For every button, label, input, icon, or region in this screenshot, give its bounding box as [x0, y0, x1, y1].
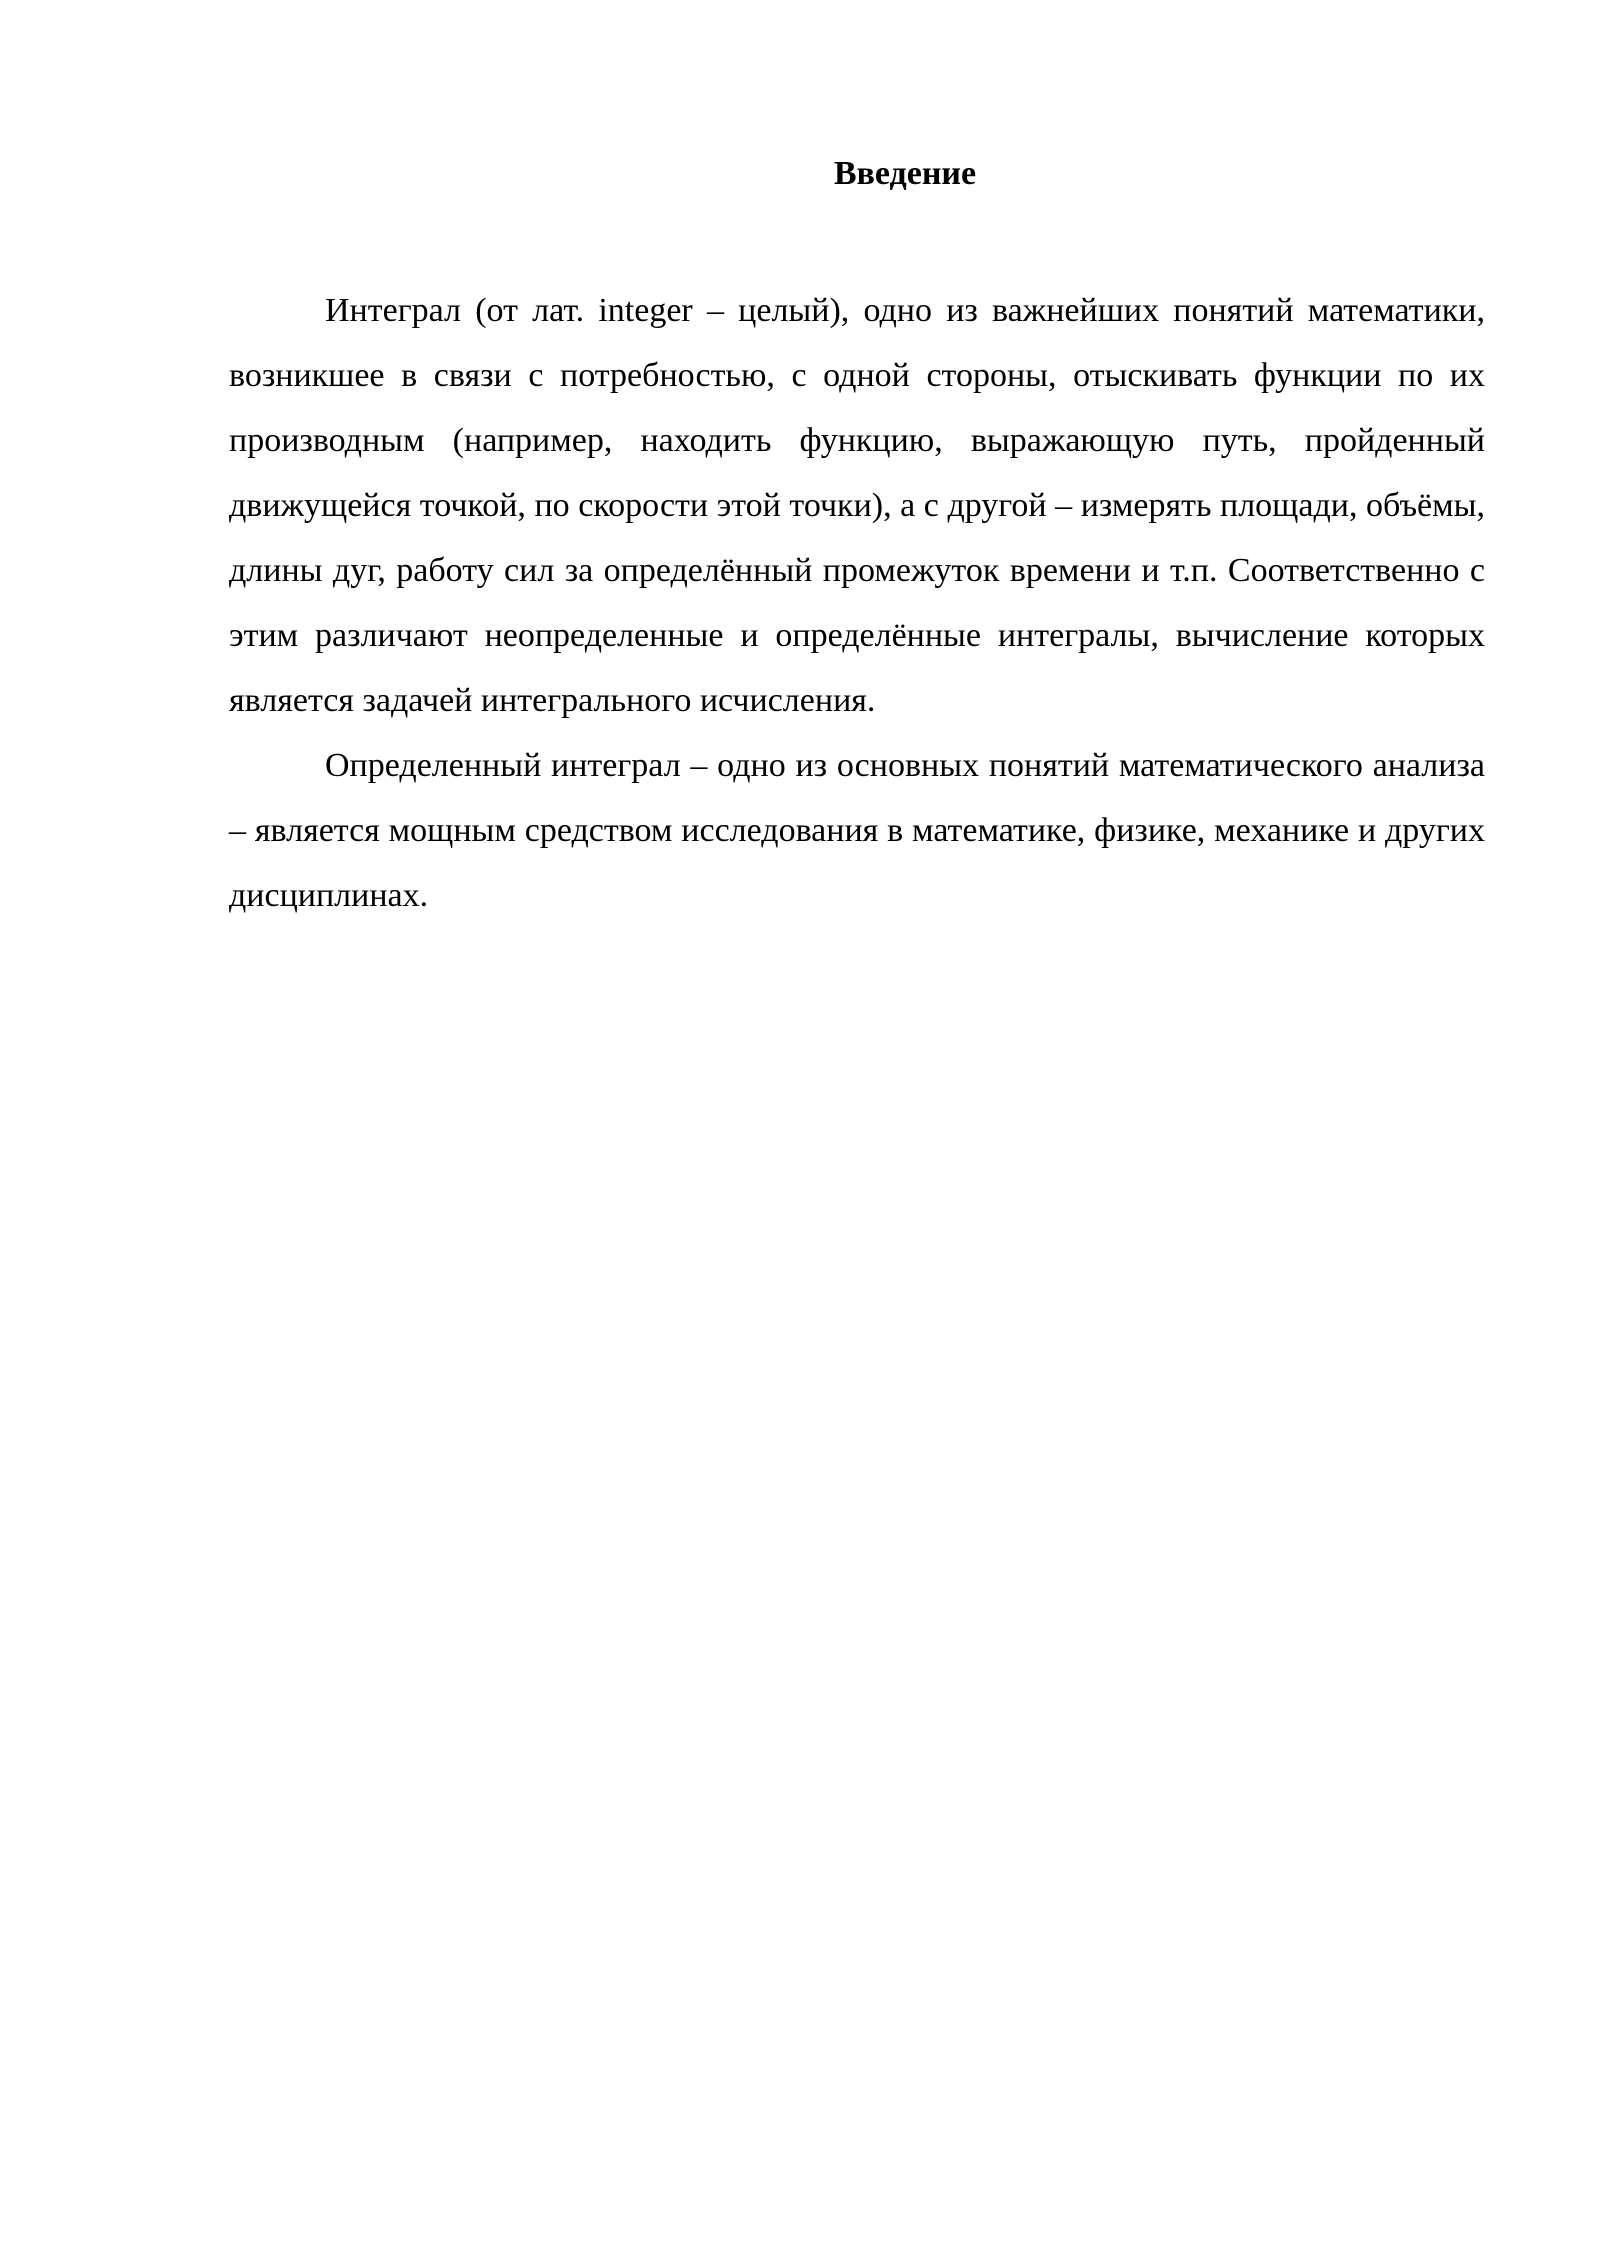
paragraph-definite-integral: Определенный интеграл – одно из основных понятий математического анализа – является мощным средством исследования в математике, физике, механике и других дисциплинах. — [229, 747, 1485, 914]
document-body — [229, 278, 1485, 928]
page-title: Введение — [833, 155, 977, 192]
paragraph-integral-definition: Интеграл (от лат. integer – целый), одно из важнейших понятий математики, возникшее в связи с потребностью, с одной стороны, отыскивать функции по их производным (например, находить функцию, выражающую путь, пройденный движущейся точкой, по скорости этой точки), а с другой – измерять площади, объёмы, длины дуг, работу сил за определённый промежуток времени и т.п. Соответственно с этим различают неопределенные и определённые интегралы, вычисление которых является задачей интегрального исчисления. — [229, 292, 1485, 719]
